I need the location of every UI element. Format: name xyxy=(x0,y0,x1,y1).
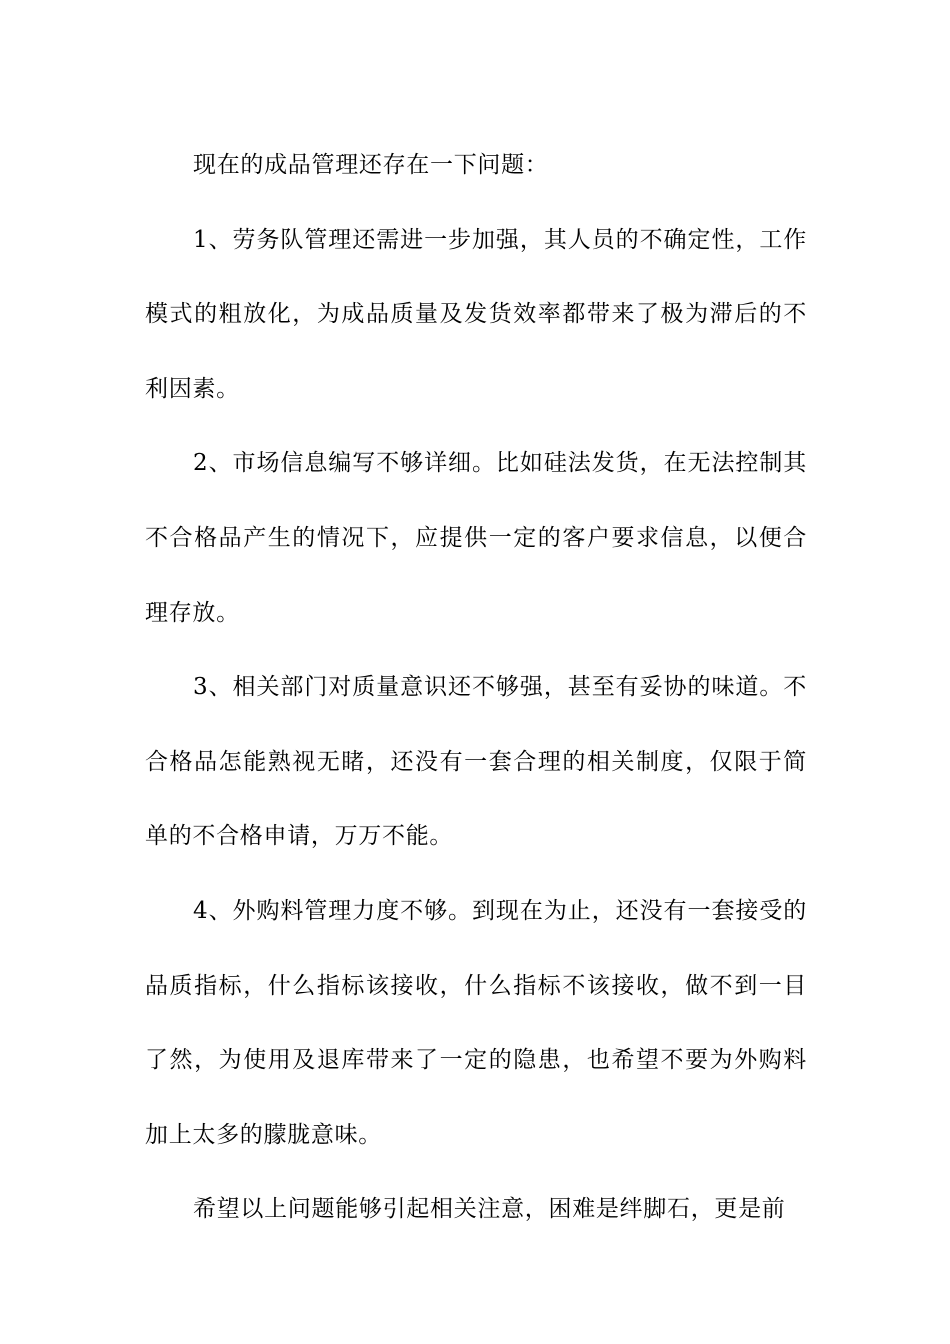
paragraph-closing: 希望以上问题能够引起相关注意，困难是绊脚石，更是前 xyxy=(193,1196,786,1223)
paragraph-item-4: 4、外购料管理力度不够。到现在为止，还没有一套接受的品质指标，什么指标该接收，什么指标不该接收，做不到一目了然，为使用及退库带来了一定的隐患，也希望不要为外购料加上太多的朦胧意味。 xyxy=(145,897,807,1148)
paragraph-intro: 现在的成品管理还存在一下问题： xyxy=(193,152,549,178)
paragraph-item-3: 3、相关部门对质量意识还不够强，甚至有妥协的味道。不合格品怎能熟视无睹，还没有一套合理的相关制度，仅限于简单的不合格申请，万万不能。 xyxy=(145,674,807,850)
paragraph-item-2: 2、市场信息编写不够详细。比如硅法发货，在无法控制其不合格品产生的情况下，应提供一定的客户要求信息，以便合理存放。 xyxy=(145,450,807,626)
document-body xyxy=(145,128,807,1247)
paragraph-item-1: 1、劳务队管理还需进一步加强，其人员的不确定性，工作模式的粗放化，为成品质量及发货效率都带来了极为滞后的不利因素。 xyxy=(145,226,807,402)
